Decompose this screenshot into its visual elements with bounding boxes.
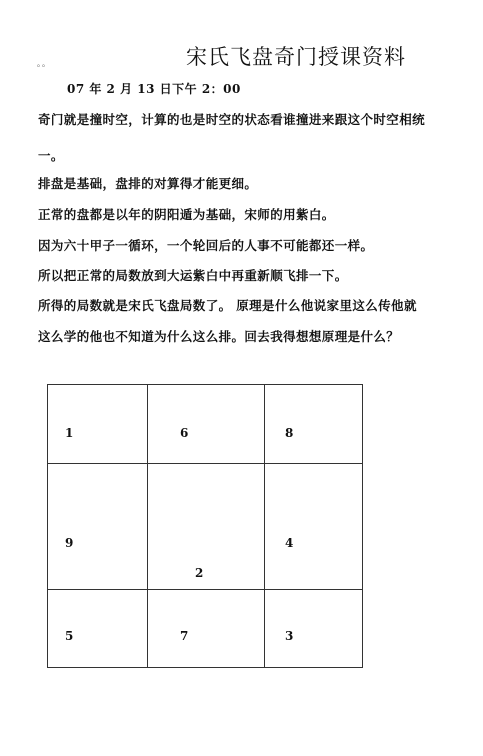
paragraph-line-8: 这么学的他也不知道为什么这么排。回去我得想想原理是什么？ — [38, 329, 400, 344]
paragraph-line-5: 因为六十甲子一循环，一个轮回后的人事不可能都还一样。 — [38, 238, 374, 253]
paragraph-line-6: 所以把正常的局数放到大运紫白中再重新顺飞排一下。 — [38, 268, 348, 283]
grid-divider-vertical-1 — [147, 385, 148, 667]
grid-cell-number: 8 — [285, 426, 294, 440]
watermark-mark: 。。 — [37, 59, 51, 68]
grid-cell-number: 3 — [285, 629, 294, 643]
paragraph-line-4: 正常的盘都是以年的阴阳遁为基础，宋师的用紫白。 — [38, 207, 335, 222]
grid-cell-number: 4 — [285, 536, 294, 550]
grid-cell-number: 1 — [65, 426, 74, 440]
grid-cell-number: 5 — [65, 629, 74, 643]
grid-divider-horizontal-2 — [48, 589, 362, 590]
paragraph-line-3: 排盘是基础，盘排的对算得才能更细。 — [38, 176, 258, 191]
grid-cell-number: 2 — [195, 566, 204, 580]
paragraph-line-1: 奇门就是撞时空，计算的也是时空的状态看谁撞进来跟这个时空相统 — [38, 112, 426, 127]
document-date: 07 年 2 月 13 日下午 2：00 — [67, 82, 241, 96]
grid-divider-vertical-2 — [264, 385, 265, 667]
paragraph-line-7: 所得的局数就是宋氏飞盘局数了。 原理是什么他说家里这么传他就 — [38, 298, 417, 313]
grid-divider-horizontal-1 — [48, 463, 362, 464]
grid-cell-number: 7 — [180, 629, 189, 643]
paragraph-line-2: 一。 — [38, 148, 64, 163]
grid-cell-number: 6 — [180, 426, 189, 440]
document-title: 宋氏飞盘奇门授课资料 — [186, 45, 406, 69]
grid-cell-number: 9 — [65, 536, 74, 550]
nine-palace-grid — [47, 384, 363, 668]
